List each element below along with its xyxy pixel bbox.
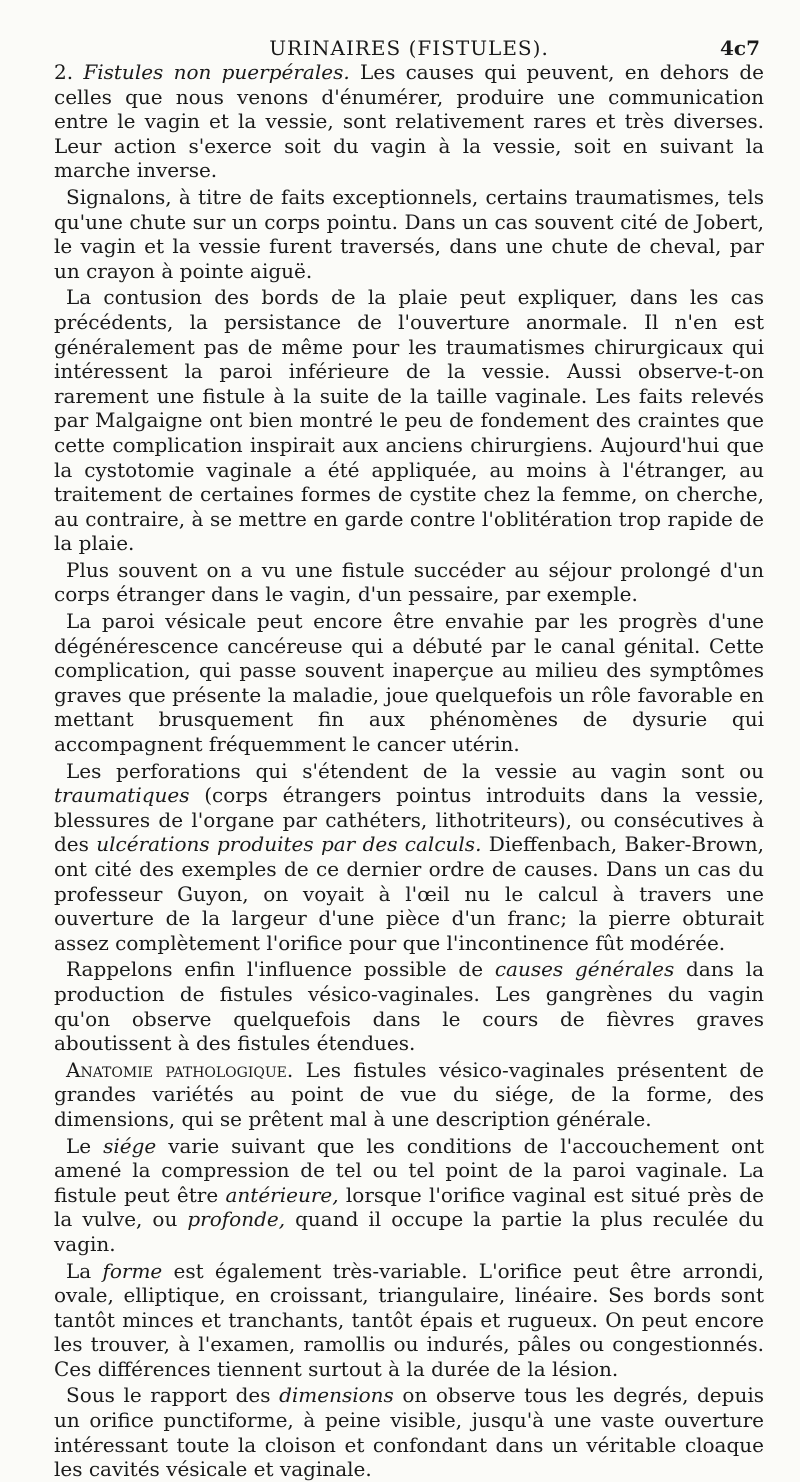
paragraph-text: Sous le rapport des: [66, 1383, 271, 1408]
emphasis: forme: [102, 1258, 163, 1283]
paragraph-10: [54, 1259, 764, 1382]
paragraph-text: Signalons, à titre de faits exceptionnels, certains traumatismes, tels qu'une chute sur un corps pointu. Dans un cas souvent cité de Jobert, le vagin et la vessie furent traversés, dans une chute de cheval, par un crayon à pointe aiguë.: [54, 184, 764, 283]
paragraph-3: [54, 285, 764, 556]
paragraph-text: Rappelons enfin l'influence possible de: [66, 957, 484, 982]
paragraph-5: [54, 609, 764, 757]
page-header: [54, 14, 764, 60]
paragraph-2: [54, 185, 764, 283]
paragraph-text: (corps étrangers pointus introduits dans la vessie, blessures de l'organe par cathéters, lithotriteurs), ou consécutives à des: [54, 783, 765, 857]
paragraph-text: dans la production de fistules vésico-vaginales. Les gangrènes du vagin qu'on observe quelquefois dans le cours de fièvres graves aboutissent à des fistules étendues.: [54, 957, 764, 1056]
paragraph-text: La contusion des bords de la plaie peut expliquer, dans les cas précédents, la persistance de l'ouverture anormale. Il n'en est généralement pas de même pour les traumatismes chirurgicaux qui intéressent la paroi inférieure de la vessie. Aussi observe-t-on rarement une fistule à la suite de la taille vaginale. Les faits relevés par Malgaigne ont bien montré le peu de fondement des craintes que cette complication inspirait aux anciens chirurgiens. Aujourd'hui que la cystotomie vaginale a été appliquée, au moins à l'étranger, au traitement de certaines formes de cystite chez la femme, on cherche, au contraire, à se mettre en garde contre l'oblitération trop rapide de la plaie.: [54, 285, 764, 556]
section-number: 2.: [54, 60, 74, 84]
running-head: URINAIRES (FISTULES).: [269, 36, 549, 60]
paragraph-7: [54, 957, 764, 1055]
emphasis: traumatiques: [54, 783, 190, 808]
paragraph-text: Les perforations qui s'étendent de la vessie au vagin sont ou: [66, 758, 764, 783]
paragraph-text: varie suivant que les conditions de l'accouchement ont amené la compression de tel ou tel point de la paroi vaginale. La fistule peut être: [54, 1133, 764, 1207]
paragraph-text: Les fistules vésico-vaginales présentent de grandes variétés au point de vue du siége, de la forme, des dimensions, qui se prêtent mal à une description générale.: [54, 1057, 764, 1131]
paragraph-6: [54, 759, 764, 956]
section-heading: Fistules non puerpérales.: [83, 60, 350, 84]
paragraph-text: est également très-variable. L'orifice peut être arrondi, ovale, elliptique, en croissant, triangulaire, linéaire. Ses bords sont tantôt minces et tranchants, tantôt épais et rugueux. On peut encore les trouver, à l'examen, ramollis ou indurés, pâles ou congestionnés. Ces différences tiennent surtout à la durée de la lésion.: [54, 1258, 764, 1381]
paragraph-text: Les causes qui peuvent, en dehors de celles que nous venons d'énumérer, produire une communication entre le vagin et la vessie, sont relativement rares et très diverses. Leur action s'exerce soit du vagin à la vessie, soit en suivant la marche inverse.: [54, 60, 764, 183]
paragraph-text: Le: [66, 1133, 92, 1158]
paragraph-4: [54, 558, 764, 607]
paragraph-9: [54, 1134, 764, 1257]
body-text: [54, 60, 764, 1482]
paragraph-text: lorsque l'orifice vaginal est situé près de la vulve, ou: [54, 1182, 764, 1232]
paragraph-text: Plus souvent on a vu une fistule succéder au séjour prolongé d'un corps étranger dans le vagin, d'un pessaire, par exemple.: [54, 557, 764, 607]
page-number: 4c7: [719, 36, 760, 60]
paragraph-11: [54, 1383, 764, 1481]
paragraph-text: La paroi vésicale peut encore être envahie par les progrès d'une dégénérescence cancéreuse qui a débuté par le canal génital. Cette complication, qui passe souvent inaperçue au milieu des symptômes graves que présente la maladie, joue quelquefois un rôle favorable en mettant brusquement fin aux phénomènes de dysurie qui accompagnent fréquemment le cancer utérin.: [54, 609, 764, 757]
paragraph-text: quand il occupe la partie la plus reculée du vagin.: [54, 1207, 765, 1256]
emphasis: antérieure,: [225, 1182, 339, 1207]
paragraph-text: Dieffenbach, Baker-Brown, ont cité des exemples de ce dernier ordre de causes. Dans un cas du professeur Guyon, on voyait à l'œil nu le calcul à travers une ouverture de la largeur d'une pièce d'un franc; la pierre obturait assez complètement l'orifice pour que l'incontinence fût modérée.: [54, 832, 765, 955]
section-heading: Anatomie pathologique.: [66, 1057, 294, 1082]
emphasis: ulcérations produites par des calculs.: [96, 832, 482, 857]
emphasis: causes générales: [494, 957, 675, 982]
paragraph-text: La: [66, 1258, 92, 1283]
emphasis: dimensions: [279, 1383, 394, 1408]
emphasis: profonde,: [187, 1207, 286, 1232]
paragraph-1: [54, 60, 764, 183]
paragraph-text: on observe tous les degrés, depuis un orifice punctiforme, à peine visible, jusqu'à une vaste ouverture intéressant toute la cloison et confondant dans un véritable cloaque les cavités vésicale et vaginale.: [54, 1383, 764, 1482]
paragraph-8: [54, 1058, 764, 1132]
emphasis: siége: [103, 1133, 157, 1158]
